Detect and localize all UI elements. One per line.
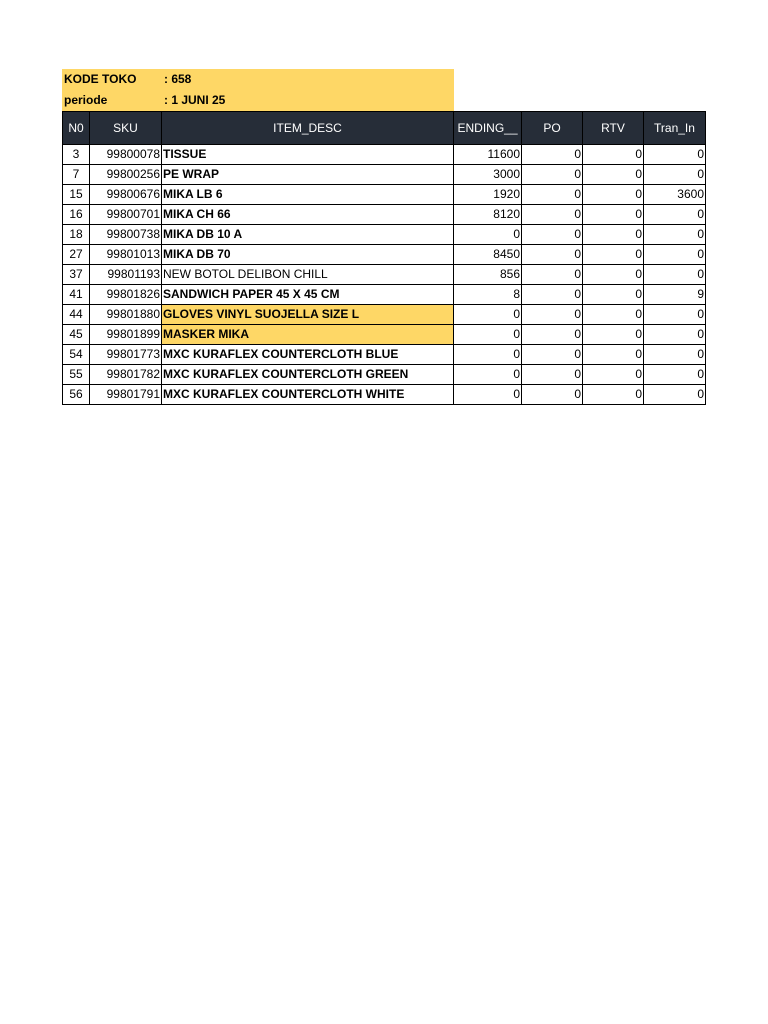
table-body [63,145,706,405]
cell-item-desc: MXC KURAFLEX COUNTERCLOTH WHITE [162,385,454,405]
table-row [63,205,706,225]
cell-tran-in: 0 [644,245,706,265]
cell-sku: 99800078 [90,145,162,165]
cell-no: 44 [63,305,90,325]
cell-ending: 8120 [454,205,522,225]
cell-item-desc: PE WRAP [162,165,454,185]
cell-po: 0 [522,325,583,345]
cell-sku: 99801880 [90,305,162,325]
table-row [63,365,706,385]
periode-row [62,90,454,111]
cell-ending: 0 [454,225,522,245]
table-row [63,145,706,165]
cell-sku: 99801773 [90,345,162,365]
cell-no: 56 [63,385,90,405]
cell-ending: 11600 [454,145,522,165]
store-info-block [62,69,454,111]
cell-no: 41 [63,285,90,305]
table-row [63,165,706,185]
cell-ending: 8 [454,285,522,305]
cell-sku: 99801782 [90,365,162,385]
table-row [63,385,706,405]
cell-tran-in: 0 [644,345,706,365]
cell-rtv: 0 [583,305,644,325]
kode-toko-value: : 658 [164,72,192,86]
cell-item-desc: MIKA DB 10 A [162,225,454,245]
cell-tran-in: 0 [644,225,706,245]
table-row [63,305,706,325]
cell-sku: 99800256 [90,165,162,185]
cell-rtv: 0 [583,205,644,225]
cell-item-desc: NEW BOTOL DELIBON CHILL [162,265,454,285]
cell-item-desc: MXC KURAFLEX COUNTERCLOTH GREEN [162,365,454,385]
cell-item-desc: MIKA DB 70 [162,245,454,265]
periode-value: : 1 JUNI 25 [164,93,226,107]
cell-no: 55 [63,365,90,385]
cell-rtv: 0 [583,245,644,265]
cell-ending: 1920 [454,185,522,205]
cell-sku: 99801899 [90,325,162,345]
column-header-ending: ENDING__ [454,112,522,145]
cell-no: 27 [63,245,90,265]
cell-item-desc: MASKER MIKA [162,325,454,345]
cell-tran-in: 3600 [644,185,706,205]
cell-tran-in: 0 [644,205,706,225]
cell-po: 0 [522,305,583,325]
cell-rtv: 0 [583,145,644,165]
cell-no: 16 [63,205,90,225]
column-header-tran-in: Tran_In [644,112,706,145]
cell-rtv: 0 [583,265,644,285]
cell-no: 18 [63,225,90,245]
cell-tran-in: 0 [644,265,706,285]
column-header-po: PO [522,112,583,145]
table-row [63,225,706,245]
cell-tran-in: 0 [644,385,706,405]
cell-ending: 0 [454,325,522,345]
kode-toko-row [62,69,454,90]
cell-rtv: 0 [583,165,644,185]
cell-ending: 3000 [454,165,522,185]
cell-sku: 99801193 [90,265,162,285]
kode-toko-label: KODE TOKO [64,72,137,86]
cell-po: 0 [522,245,583,265]
cell-rtv: 0 [583,185,644,205]
cell-rtv: 0 [583,325,644,345]
cell-sku: 99801013 [90,245,162,265]
cell-no: 3 [63,145,90,165]
column-header-rtv: RTV [583,112,644,145]
cell-item-desc: MXC KURAFLEX COUNTERCLOTH BLUE [162,345,454,365]
cell-item-desc: TISSUE [162,145,454,165]
cell-po: 0 [522,165,583,185]
cell-tran-in: 0 [644,145,706,165]
cell-rtv: 0 [583,385,644,405]
cell-rtv: 0 [583,225,644,245]
column-header-sku: SKU [90,112,162,145]
cell-tran-in: 9 [644,285,706,305]
table-row [63,185,706,205]
periode-label: periode [64,93,108,107]
cell-po: 0 [522,385,583,405]
cell-po: 0 [522,365,583,385]
cell-ending: 0 [454,345,522,365]
table-row [63,325,706,345]
cell-item-desc: GLOVES VINYL SUOJELLA SIZE L [162,305,454,325]
cell-tran-in: 0 [644,325,706,345]
cell-no: 7 [63,165,90,185]
stock-sheet [62,69,706,405]
table-row [63,345,706,365]
table-row [63,265,706,285]
table-row [63,285,706,305]
cell-rtv: 0 [583,365,644,385]
stock-table [62,111,706,405]
cell-sku: 99800738 [90,225,162,245]
cell-no: 37 [63,265,90,285]
cell-rtv: 0 [583,345,644,365]
cell-rtv: 0 [583,285,644,305]
cell-item-desc: MIKA CH 66 [162,205,454,225]
table-row [63,245,706,265]
cell-sku: 99800676 [90,185,162,205]
cell-ending: 0 [454,385,522,405]
cell-ending: 8450 [454,245,522,265]
cell-po: 0 [522,205,583,225]
cell-no: 54 [63,345,90,365]
cell-ending: 856 [454,265,522,285]
cell-po: 0 [522,145,583,165]
cell-sku: 99801826 [90,285,162,305]
cell-po: 0 [522,285,583,305]
cell-item-desc: SANDWICH PAPER 45 X 45 CM [162,285,454,305]
cell-sku: 99801791 [90,385,162,405]
cell-no: 45 [63,325,90,345]
cell-tran-in: 0 [644,305,706,325]
cell-po: 0 [522,225,583,245]
table-header-row [63,112,706,145]
cell-tran-in: 0 [644,165,706,185]
cell-po: 0 [522,185,583,205]
cell-ending: 0 [454,305,522,325]
column-header-item-desc: ITEM_DESC [162,112,454,145]
cell-item-desc: MIKA LB 6 [162,185,454,205]
cell-no: 15 [63,185,90,205]
cell-po: 0 [522,345,583,365]
cell-ending: 0 [454,365,522,385]
cell-po: 0 [522,265,583,285]
column-header-no: N0 [63,112,90,145]
cell-sku: 99800701 [90,205,162,225]
cell-tran-in: 0 [644,365,706,385]
